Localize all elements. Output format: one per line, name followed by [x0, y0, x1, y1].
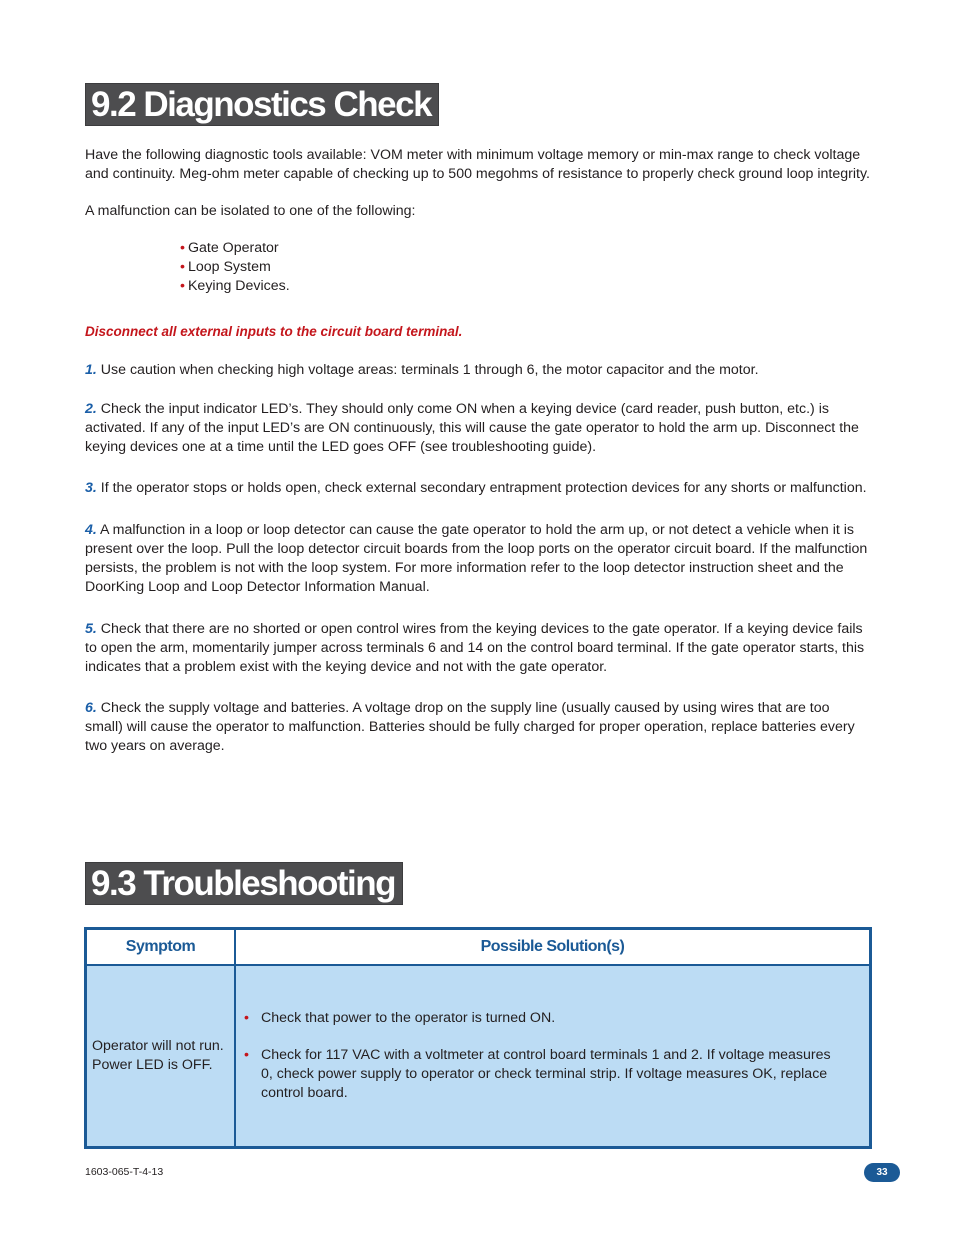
list-item	[180, 239, 290, 258]
step-text: Use caution when checking high voltage areas: terminals 1 through 6, the motor capacitor and the motor.	[96, 362, 759, 378]
step-3	[85, 479, 870, 498]
step-5	[85, 620, 870, 677]
step-6	[85, 699, 870, 756]
step-number: 5.	[85, 621, 97, 637]
solution-text: Check for 117 VAC with a voltmeter at control board terminals 1 and 2. If voltage measures 0, check power supply to operator or check terminal strip. If voltage measures OK, replace control board.	[261, 1047, 831, 1101]
step-text: Check that there are no shorted or open control wires from the keying devices to the gate operator. If a keying device fails to open the arm, momentarily jumper across terminals 6 and 14 on the control board terminal. If the gate operator starts, this indicates that a problem exist with the keying device and not with the gate operator.	[85, 621, 865, 675]
step-number: 2.	[85, 401, 97, 417]
bullet-icon: •	[180, 259, 185, 275]
step-4	[85, 521, 870, 597]
solution-item	[244, 1046, 845, 1103]
bullet-icon: •	[244, 1047, 249, 1063]
list-item-label: Loop System	[187, 259, 271, 275]
bullet-icon: •	[180, 278, 185, 294]
malfunction-lead: A malfunction can be isolated to one of the following:	[85, 203, 416, 219]
step-number: 3.	[85, 480, 97, 496]
bullet-icon: •	[244, 1010, 249, 1026]
step-text: A malfunction in a loop or loop detector can cause the gate operator to hold the arm up, or not detect a vehicle when it is present over the loop. Pull the loop detector circuit boards from the loop ports on the operator circuit board. If the malfunction persists, the problem is not with the loop system. For more information refer to the loop detector instruction sheet and the DoorKing Loop and Loop Detector Information Manual.	[85, 522, 868, 595]
step-text: If the operator stops or holds open, check external secondary entrapment protection devices for any shorts or malfunction.	[96, 480, 867, 496]
section-heading-troubleshooting: 9.3 Troubleshooting	[85, 862, 403, 905]
list-item-label: Keying Devices.	[187, 278, 290, 294]
solution-text: Check that power to the operator is turned ON.	[261, 1010, 556, 1026]
step-number: 6.	[85, 700, 97, 716]
step-number: 4.	[85, 522, 97, 538]
list-item-label: Gate Operator	[187, 240, 279, 256]
header-symptom: Symptom	[86, 929, 236, 966]
document-code: 1603-065-T-4-13	[85, 1166, 164, 1178]
step-number: 1.	[85, 362, 97, 378]
page-number-badge: 33	[864, 1163, 900, 1182]
malfunction-list	[180, 239, 290, 296]
step-text: Check the supply voltage and batteries. A voltage drop on the supply line (usually caused by using wires that are too small) will cause the operator to malfunction. Batteries should be fully charged for proper operation, replace batteries every two years on average.	[85, 700, 855, 754]
symptom-cell: Operator will not run. Power LED is OFF.	[86, 965, 236, 1148]
troubleshooting-table	[84, 927, 872, 1149]
bullet-icon: •	[180, 240, 185, 256]
list-item	[180, 277, 290, 296]
step-text: Check the input indicator LED’s. They should only come ON when a keying device (card reader, push button, etc.) is activated. If any of the input LED’s are ON continuously, this will cause the gate operator to hold the arm up. Disconnect the keying devices one at a time until the LED goes OFF (see troubleshooting guide).	[85, 401, 859, 455]
section-heading-diagnostics: 9.2 Diagnostics Check	[85, 83, 439, 126]
header-possible-solutions: Possible Solution(s)	[235, 929, 871, 966]
intro-paragraph: Have the following diagnostic tools available: VOM meter with minimum voltage memory or min-max range to check voltage and continuity. Meg-ohm meter capable of checking up to 500 megohms of resistance to properly check ground loop integrity.	[85, 147, 870, 182]
solution-item	[244, 1009, 845, 1028]
table-row	[86, 965, 871, 1148]
step-2	[85, 400, 870, 457]
warning-note: Disconnect all external inputs to the circuit board terminal.	[85, 324, 463, 339]
table-header-row	[86, 929, 871, 966]
list-item	[180, 258, 290, 277]
solution-cell	[235, 965, 871, 1148]
step-1	[85, 361, 870, 380]
